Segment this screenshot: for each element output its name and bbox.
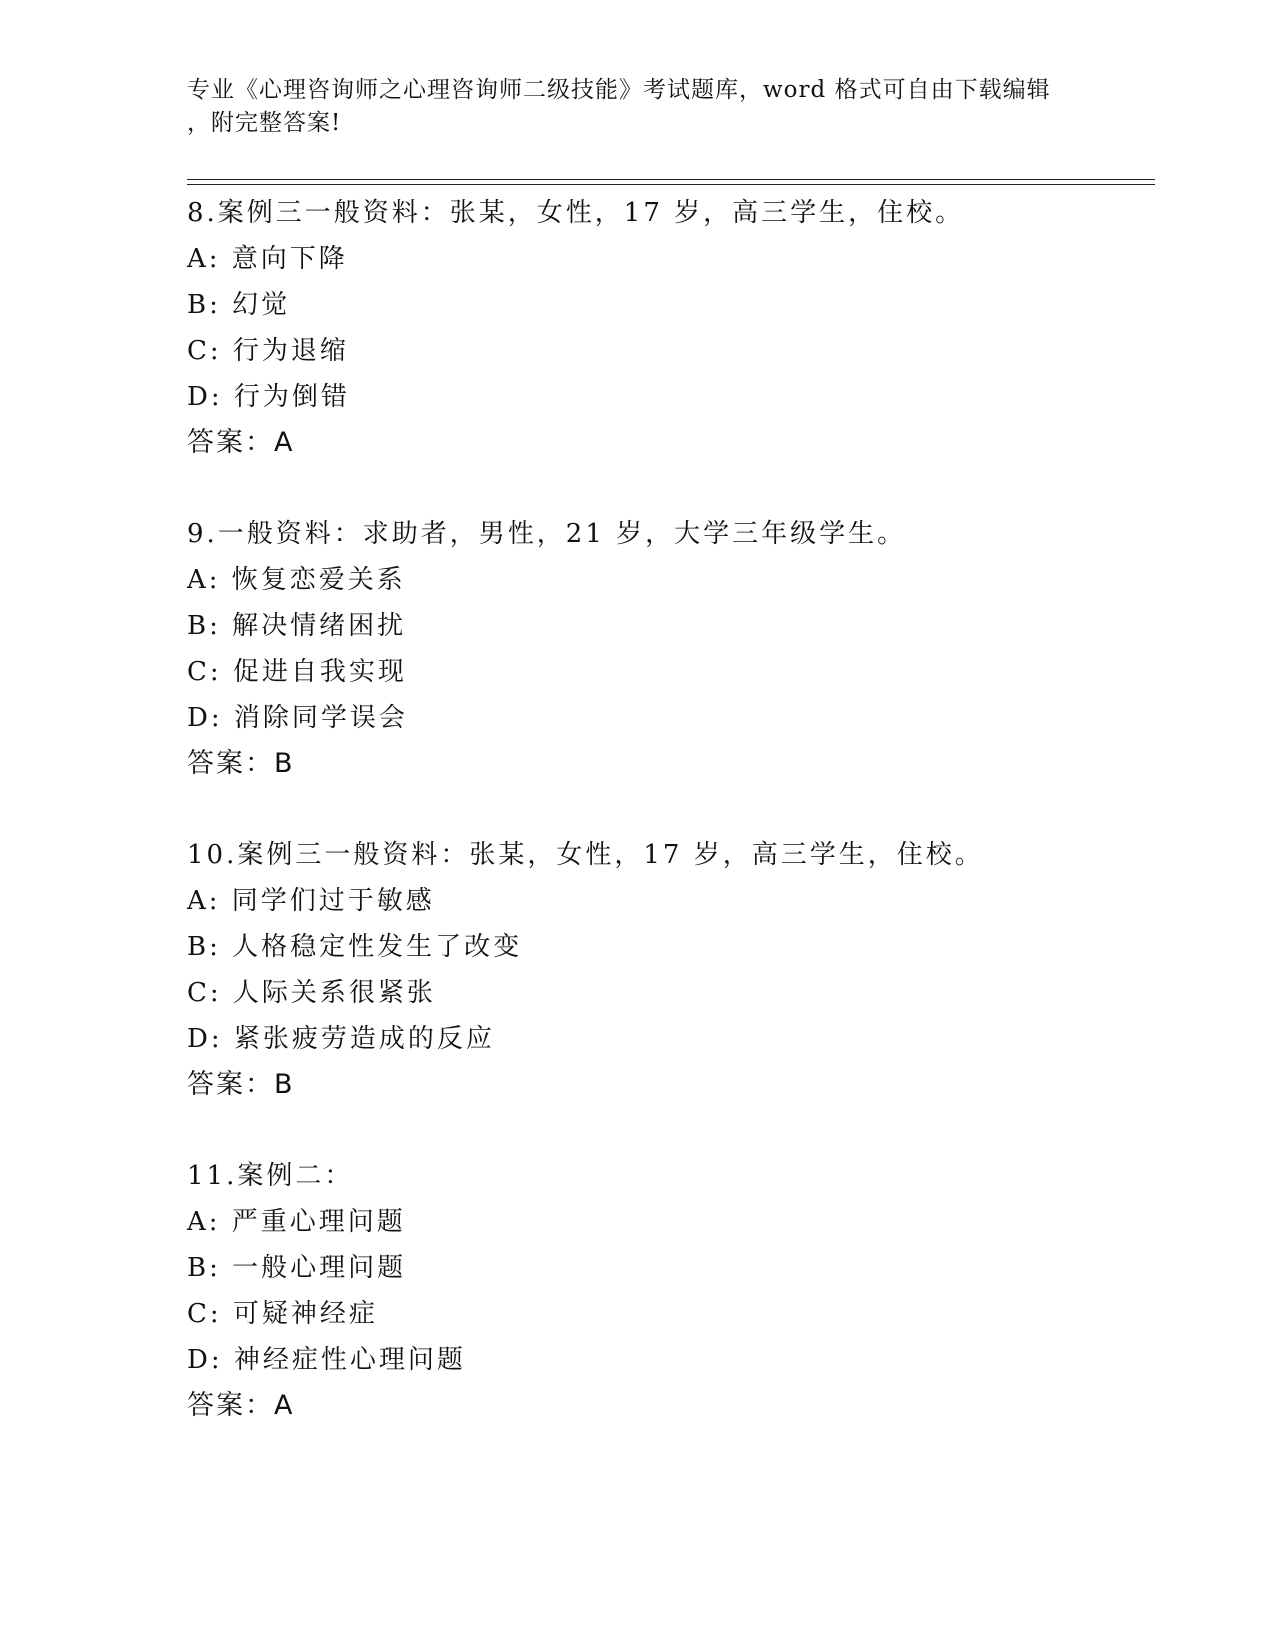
option-b: B: 人格稳定性发生了改变 bbox=[187, 932, 523, 962]
question-9 bbox=[187, 511, 1155, 787]
question-stem: 11.案例二： bbox=[187, 1161, 354, 1191]
header-line-2: ，附完整答案! bbox=[187, 110, 342, 136]
option-a: A: 同学们过于敏感 bbox=[187, 886, 435, 916]
option-a: A: 恢复恋爱关系 bbox=[187, 565, 406, 595]
option-c: C: 促进自我实现 bbox=[187, 657, 407, 687]
question-stem: 10.案例三一般资料：张某，女性，17 岁，高三学生，住校。 bbox=[187, 840, 984, 870]
answer-label: 答案：A bbox=[187, 427, 295, 458]
option-b: B: 解决情绪困扰 bbox=[187, 611, 407, 641]
option-c: C: 人际关系很紧张 bbox=[187, 978, 436, 1008]
header-divider-top bbox=[187, 179, 1155, 180]
option-d: D: 神经症性心理问题 bbox=[187, 1345, 466, 1375]
document-header bbox=[187, 74, 1087, 140]
question-list bbox=[187, 190, 1155, 1474]
question-11 bbox=[187, 1153, 1155, 1429]
option-a: A: 意向下降 bbox=[187, 244, 348, 274]
option-d: D: 消除同学误会 bbox=[187, 703, 408, 733]
option-b: B: 一般心理问题 bbox=[187, 1253, 407, 1283]
question-stem: 8.案例三一般资料：张某，女性，17 岁，高三学生，住校。 bbox=[187, 198, 965, 228]
question-10 bbox=[187, 832, 1155, 1108]
answer-label: 答案：B bbox=[187, 748, 295, 779]
option-b: B: 幻觉 bbox=[187, 290, 291, 320]
option-c: C: 可疑神经症 bbox=[187, 1299, 378, 1329]
answer-label: 答案：A bbox=[187, 1390, 295, 1421]
option-d: D: 行为倒错 bbox=[187, 382, 350, 412]
question-stem: 9.一般资料：求助者，男性，21 岁，大学三年级学生。 bbox=[187, 519, 907, 549]
option-c: C: 行为退缩 bbox=[187, 336, 349, 366]
header-divider-bottom bbox=[187, 184, 1155, 185]
header-line-1: 专业《心理咨询师之心理咨询师二级技能》考试题库，word 格式可自由下载编辑 bbox=[187, 77, 1051, 103]
option-a: A: 严重心理问题 bbox=[187, 1207, 406, 1237]
question-8 bbox=[187, 190, 1155, 466]
answer-label: 答案：B bbox=[187, 1069, 295, 1100]
option-d: D: 紧张疲劳造成的反应 bbox=[187, 1024, 495, 1054]
